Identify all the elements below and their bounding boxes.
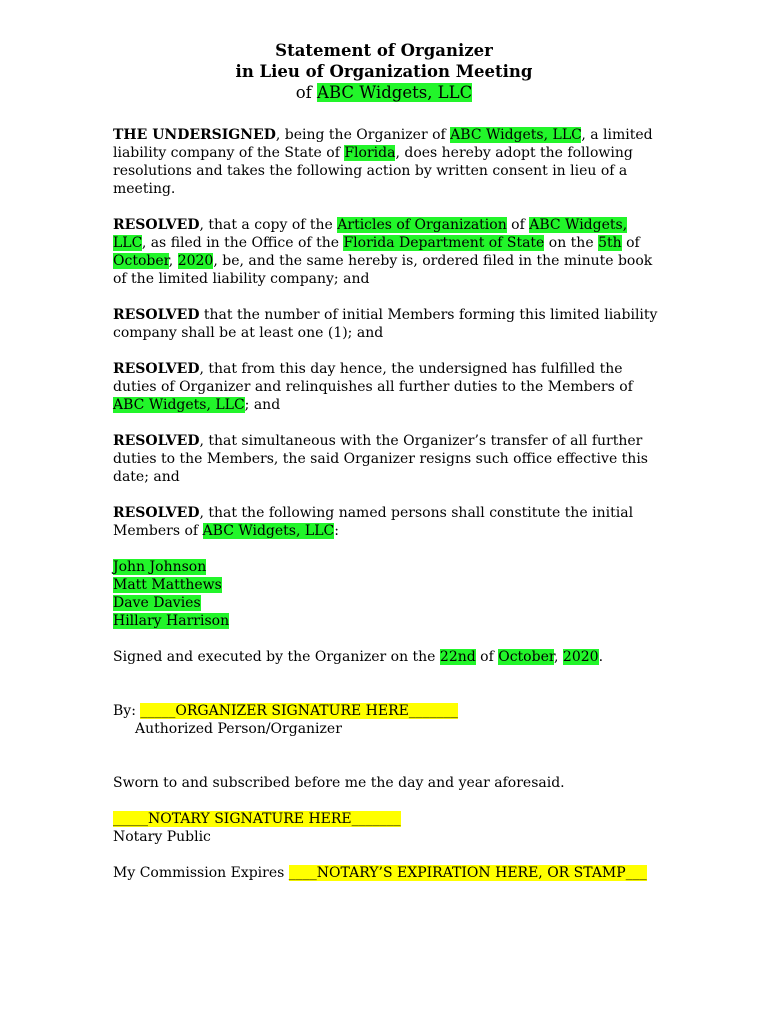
intro-company: ABC Widgets, LLC: [450, 127, 582, 143]
organizer-title: Authorized Person/Organizer: [135, 721, 342, 737]
res1-document: Articles of Organization: [337, 217, 507, 233]
signed-day: 22nd: [439, 649, 476, 665]
res1-office: Florida Department of State: [343, 235, 545, 251]
notary-signature-field[interactable]: _____NOTARY SIGNATURE HERE_______: [113, 811, 401, 827]
sworn-statement: Sworn to and subscribed before me the day and year aforesaid.: [113, 775, 565, 791]
res1-text-3: , as filed in the Office of the: [141, 235, 344, 251]
intro-text-2: , a limited liability company of the State of: [113, 127, 653, 161]
title-company: ABC Widgets, LLC: [317, 83, 473, 102]
resolution-2: [113, 306, 658, 342]
res5-text-1: , that the following named persons shall constitute the initial Members of: [113, 505, 634, 539]
res1-month: October: [113, 253, 169, 269]
res3-company: ABC Widgets, LLC: [113, 397, 245, 413]
title-line-3: [0, 82, 768, 103]
intro-lead: THE UNDERSIGNED: [113, 127, 276, 143]
resolution-5: [113, 504, 658, 540]
res2-lead: RESOLVED: [113, 307, 200, 323]
res5-text-2: :: [334, 523, 339, 539]
commission-line: [113, 864, 658, 882]
intro-paragraph: [113, 126, 658, 198]
res3-text-1: , that from this day hence, the undersigned has fulfilled the duties of Organizer and relinquishes all further duties to the Members of: [113, 361, 633, 395]
signed-text-3: ,: [554, 649, 563, 665]
res1-company: ABC Widgets, LLC: [113, 217, 628, 251]
res1-text-6: ,: [168, 253, 178, 269]
res1-lead: RESOLVED: [113, 217, 200, 233]
member-name: Hillary Harrison: [113, 613, 230, 629]
member-name: Matt Matthews: [113, 577, 222, 593]
resolution-4: [113, 432, 658, 486]
member-name: John Johnson: [113, 559, 207, 575]
signed-text-1: Signed and executed by the Organizer on the: [113, 649, 440, 665]
signed-month: October: [498, 649, 555, 665]
intro-text-3: , does hereby adopt the following resolutions and takes the following action by written consent in lieu of a meeting.: [113, 145, 633, 197]
res3-lead: RESOLVED: [113, 361, 200, 377]
signed-text-2: of: [475, 649, 499, 665]
signed-text-4: .: [598, 649, 604, 665]
document-title: [0, 40, 768, 103]
res1-year: 2020: [177, 253, 214, 269]
title-of: of: [295, 83, 318, 102]
res1-text-2: of: [506, 217, 530, 233]
intro-text-1: , being the Organizer of: [275, 127, 451, 143]
title-line-1: Statement of Organizer: [275, 41, 493, 60]
resolution-3: [113, 360, 658, 414]
document-body: [113, 126, 658, 900]
res1-text-7: , be, and the same hereby is, ordered filed in the minute book of the limited liability company; and: [113, 253, 653, 287]
by-label: By:: [113, 703, 141, 719]
res4-text-1: , that simultaneous with the Organizer’s transfer of all further duties to the Members, the said Organizer resigns such office effective this date; and: [113, 433, 648, 485]
resolution-1: [113, 216, 658, 288]
organizer-signature-block: [113, 702, 658, 738]
intro-state: Florida: [344, 145, 396, 161]
commission-label: My Commission Expires: [113, 865, 289, 881]
res2-text-1: that the number of initial Members forming this limited liability company shall be at least one (1); and: [113, 307, 658, 341]
title-line-2: in Lieu of Organization Meeting: [235, 62, 533, 81]
notary-signature-block: [113, 810, 658, 846]
signed-year: 2020: [562, 649, 599, 665]
res1-day: 5th: [598, 235, 622, 251]
res5-lead: RESOLVED: [113, 505, 200, 521]
member-name: Dave Davies: [113, 595, 201, 611]
res3-text-2: ; and: [244, 397, 281, 413]
notary-title: Notary Public: [113, 829, 211, 845]
res1-text-5: of: [621, 235, 640, 251]
res1-text-4: on the: [544, 235, 599, 251]
members-list: [113, 558, 658, 630]
res4-lead: RESOLVED: [113, 433, 200, 449]
res5-company: ABC Widgets, LLC: [202, 523, 335, 539]
organizer-signature-field[interactable]: _____ORGANIZER SIGNATURE HERE_______: [140, 703, 458, 719]
commission-expiration-field[interactable]: ____NOTARY’S EXPIRATION HERE, OR STAMP___: [288, 865, 647, 881]
res1-text-1: , that a copy of the: [199, 217, 338, 233]
signed-paragraph: [113, 648, 658, 666]
